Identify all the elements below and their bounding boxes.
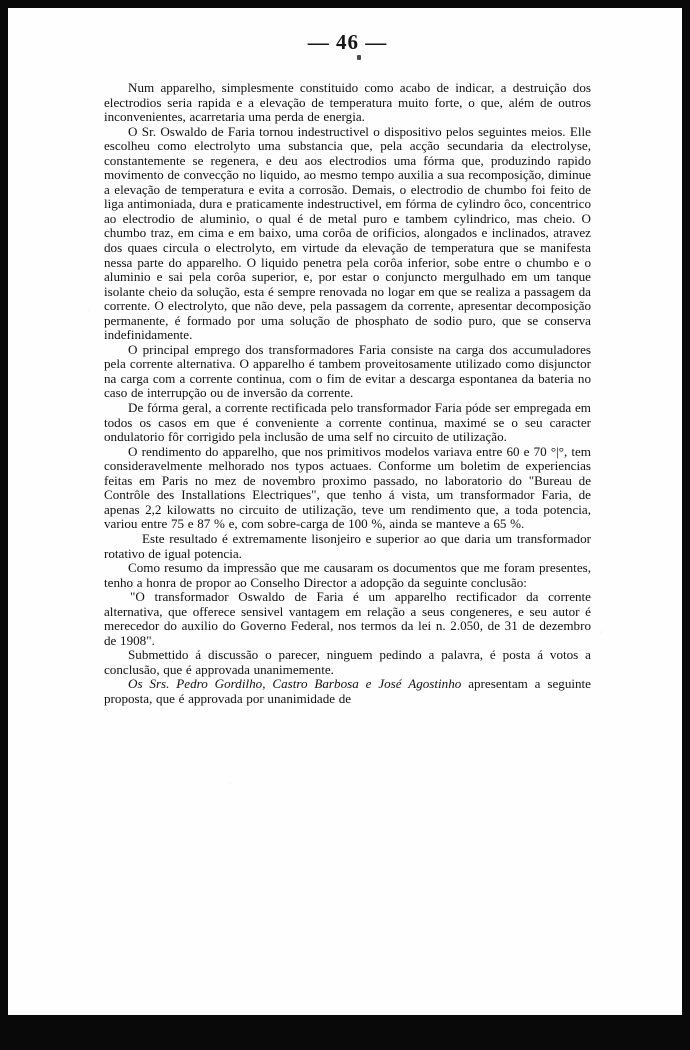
paragraph-10-final bbox=[104, 677, 591, 706]
paragraph-2: O Sr. Oswaldo de Faria tornou indestructivel o dispositivo pelos seguintes meios. Elle escolheu como electrolyto uma substancia que, pela acção secundaria da electrolyse, constantemente se regenera, e deu aos electrodios uma fórma que, produzindo rapido movimento de convecção no liquido, ao mesmo tempo auxilia a sua recomposição, diminue a elevação de temperatura e evita a corrosão. Demais, o electrodio de chumbo foi feito de liga antimoniada, dura e praticamente indestructivel, em fórma de cylindro ôco, concentrico ao electrodio de aluminio, o qual é de metal puro e tambem cylindrico, mas cheio. O chumbo traz, em cima e em baixo, uma corôa de orificios, alongados e inclinados, atravez dos quaes circula o electrolyto, em virtude da elevação de temperatura que se manifesta nessa parte do apparelho. O liquido penetra pela corôa inferior, sobe entre o chumbo e o aluminio e sai pela corôa superior, e, por estar o conjuncto mergulhado em um tanque isolante cheio da solução, esta é sempre renovada no logar em que se realiza a passagem da corrente. O electrolyto, que não deve, pela passagem da corrente, apresentar decomposição permanente, é formado por uma solução de phosphato de sodio puro, que se conserva indefinidamente. bbox=[104, 123, 591, 343]
paragraph-1: Num apparelho, simplesmente constituido como acabo de indicar, a destruição dos electrodios seria rapida e a elevação de temperatura muito forte, o que, além de outros inconvenientes, acarretaria uma perda de energia. bbox=[104, 80, 591, 125]
document-page bbox=[8, 8, 682, 1015]
page-body-text bbox=[104, 81, 591, 707]
paragraph-5: O rendimento do apparelho, que nos primitivos modelos variava entre 60 e 70 °|°, tem consideravelmente melhorado nos typos actuaes. Conforme um boletim de experiencias feitas em Paris no mez de novembro proximo passado, no laboratorio do "Bureau de Contrôle des Installations Electriques", que tenho á vista, um transformador Faria, de apenas 2,2 kilowatts no circuito de utilização, teve um rendimento que, a toda potencia, variou entre 75 e 87 % e, com sobre-carga de 100 %, ainda se manteve a 65 %. bbox=[104, 443, 591, 532]
paragraph-7: Como resumo da impressão que me causaram os documentos que me foram presentes, tenho a honra de propor ao Conselho Director a adopção da seguinte conclusão: bbox=[104, 560, 591, 590]
paragraph-4: De fórma geral, a corrente rectificada pelo transformador Faria póde ser empregada em todos os casos em que é conveniente a corrente continua, maximé se o seu caracter ondulatorio fôr corrigido pela inclusão de uma self no circuito de utilização. bbox=[104, 400, 591, 445]
paragraph-3: O principal emprego dos transformadores Faria consiste na carga dos accumuladores pela corrente alternativa. O apparelho é tambem proveitosamente utilizado como disjunctor na carga com a corrente continua, com o fim de evitar a descarga espontanea da bateria no caso de interrupção ou de inversão da corrente. bbox=[104, 341, 591, 401]
page-content-column bbox=[104, 30, 591, 707]
page-number: — 46 — bbox=[307, 30, 388, 54]
paragraph-8-quoted-conclusion: "O transformador Oswaldo de Faria é um apparelho rectificador da corrente alternativa, que offerece sensivel vantagem em relação a seus congeneres, e seu autor é merecedor do auxilio do Governo Federal, nos termos da lei n. 2.050, de 31 de dezembro de 1908". bbox=[104, 589, 591, 648]
signatory-names: Os Srs. Pedro Gordilho, Castro Barbosa e José Agostinho bbox=[128, 676, 462, 692]
paragraph-6: Este resultado é extremamente lisonjeiro e superior ao que daria um transformador rotativo de igual potencia. bbox=[104, 530, 591, 561]
paragraph-9: Submettido á discussão o parecer, ninguem pedindo a palavra, é posta á votos a conclusão, que é approvada unanimemente. bbox=[104, 647, 591, 677]
paragraph-10-rest: apresentam a seguinte proposta, que é approvada por unanimidade de bbox=[104, 676, 591, 706]
